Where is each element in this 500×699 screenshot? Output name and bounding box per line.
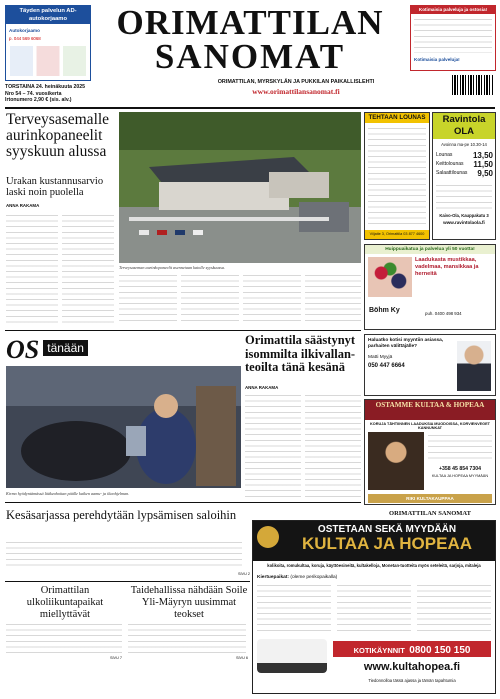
masthead-rule — [5, 107, 495, 109]
issue-price: Irtonumero 2,90 € (sis. alv.) — [5, 97, 72, 104]
bottom-story2-page[interactable]: SIVU 7 — [109, 656, 122, 660]
masthead-tagline: ORIMATTILAN, MYRSKYLÄN JA PUKKILAN PAIKALLISLEHTI — [217, 79, 375, 85]
gold-ad[interactable] — [364, 399, 496, 505]
banner-schedule-col2 — [337, 583, 411, 635]
lead-photo — [119, 112, 361, 263]
top-left-ad-brand: Autokorjaamo — [9, 28, 40, 33]
story2-byline: ANNA RAKAMA — [245, 385, 279, 390]
ravintola-title: Ravintola OLA — [433, 113, 495, 139]
lunch-ad-title: TEHTAAN LOUNAS — [365, 113, 429, 123]
banner-note: Tiedonnolloa tässä ajassa ja tämän tapahtumia — [368, 678, 456, 683]
masthead-title-line1: ORIMATTILAN — [116, 3, 384, 42]
os-photo-graphic — [6, 366, 241, 488]
top-right-ad[interactable] — [410, 5, 496, 71]
os-photo-caption: Kirmo hyödyntämässä lääkeahoitan päälle kaiken aamu- ja iltaohjelman. — [6, 491, 130, 496]
story2-col1 — [245, 393, 301, 497]
lead-photo-graphic — [119, 112, 361, 263]
bottom-rule — [5, 581, 250, 582]
lunch-ad-menu — [368, 126, 426, 226]
estate-avatar — [457, 341, 491, 391]
masthead-title-line2: SANOMAT — [154, 37, 346, 76]
banner-title2: KULTAA JA HOPEAA — [302, 534, 472, 553]
banner-phone-label: KOTIKÄYNNIT — [353, 646, 405, 655]
gold-ad-title: OSTAMME KULTAA & HOPEAA — [365, 400, 495, 420]
lead-body-col5 — [243, 273, 301, 325]
banner-van — [257, 639, 327, 673]
gold-ad-cta: KULTAA JA HOPEAA MYYMÄÄN — [431, 474, 489, 478]
lead-body-col1 — [6, 213, 58, 325]
gold-ad-sub: KORUJA TÄHTIINNEN LAADUKSIA MUODOISSA, KORVIENVEGET KANNUNKAT — [370, 422, 490, 430]
top-right-ad-tagline: Kotimaisia palveluja! — [414, 57, 460, 62]
banner-tour-sub: (oleme perikopaikalla) — [290, 575, 338, 580]
bohm-name: Böhm Ky — [369, 307, 400, 314]
estate-name: Matti Myyjä — [368, 355, 393, 360]
ravintola-row: Lounas 13,50 — [436, 151, 493, 160]
estate-phone: 050 447 6664 — [368, 363, 405, 369]
masthead-title — [96, 3, 404, 76]
bottom-story3-text — [128, 622, 246, 654]
banner-phone[interactable] — [333, 641, 491, 657]
bottom-story2-headline: Orimattilan ulkoliikuntapaikat miellyttävät — [26, 585, 104, 620]
ravintola-body — [436, 183, 492, 209]
top-left-ad-logos — [10, 46, 86, 76]
story2-headline: Orimattila säästynyt isommilta ilkivallan-teoilta tänä kesänä — [245, 333, 356, 374]
os-photo — [6, 366, 241, 488]
ravintola-prices — [436, 151, 493, 178]
bottom-story2-text — [6, 622, 122, 654]
ravintola-row: Keittolounas 11,50 — [436, 160, 493, 169]
banner-schedule-col3 — [417, 583, 491, 635]
os-logo-suffix: tänään — [43, 340, 88, 356]
lead-photo-caption: Terveysaseman aurinkopaneelit asennetaan katolle syyskuussa. — [119, 265, 226, 270]
bottom-story3-page[interactable]: SIVU 6 — [235, 656, 248, 660]
story2-col2 — [305, 393, 361, 497]
berries-text: Laadukasta mustikkaa, vadelmaa, mansikkaa ja herneitä — [415, 257, 479, 277]
banner-logo-icon — [257, 526, 279, 548]
os-logo: OS — [6, 335, 40, 364]
lead-subhead: Urakan kustannusarvio laski noin puolella — [6, 176, 104, 198]
lead-body-col4 — [181, 273, 239, 325]
lead-body-col6 — [305, 273, 361, 325]
brand-mini: ORIMATTILAN SANOMAT — [389, 510, 471, 517]
section-rule-2 — [5, 502, 361, 503]
bottom-story1-page[interactable]: SIVU 2 — [237, 572, 250, 576]
banner-schedule-col1 — [257, 583, 331, 635]
gold-ad-photo — [368, 432, 424, 490]
banner-sub: kolikoita, romukultaa, koruja, käyttöesineitä, kultakelloja, Monetan-tuotteita myös seteleitä, sarjoja, mitaleja — [267, 563, 481, 568]
masthead-url[interactable]: www.orimattilansanomat.fi — [252, 87, 340, 96]
section-rule-1 — [5, 330, 361, 331]
banner-url[interactable]: www.kultahopea.fi — [363, 661, 461, 673]
banner-tour-title: Kiertuepaikat: — [257, 575, 289, 580]
lead-byline: ANNA RAKAMA — [6, 203, 40, 208]
lunch-ad[interactable] — [364, 112, 430, 240]
top-left-ad-phone: p. 044 569 6068 — [9, 36, 41, 41]
top-right-ad-body — [414, 17, 492, 53]
os-tanaan-header — [6, 337, 241, 363]
banner-title1: OSTETAAN SEKÄ MYYDÄÄN — [317, 524, 457, 535]
gold-ad-button[interactable]: RIKI KULTAKAUPPAA — [368, 494, 492, 503]
barcode — [452, 75, 494, 95]
berries-photo — [368, 257, 412, 297]
harvest-ad-title: Huippuaikatua ja palvelua yli 50 vuotta! — [365, 245, 495, 254]
ravintola-url[interactable]: www.ravintolaola.fi — [443, 220, 485, 225]
gold-ad-phone: +358 45 854 7304 — [439, 466, 481, 472]
banner-tour — [257, 575, 491, 580]
gold-ad-list — [428, 433, 492, 463]
lead-body-col3 — [119, 273, 177, 325]
gold-banner-ad[interactable] — [252, 520, 496, 694]
bohm-phone: puh. 0400 498 934 — [425, 311, 462, 316]
lead-body-col2 — [62, 213, 114, 325]
estate-ad[interactable] — [364, 334, 496, 396]
bottom-story3-headline: Taidehallissa nähdään Soile Yli-Mäyryn uusimmat teokset — [130, 585, 248, 620]
estate-title: Haluatko kotisi myyntiin asiassa, parhaiten välittäjälle? — [368, 338, 444, 349]
top-left-ad-title: Täyden palvelun AD-autokorjaamo — [6, 6, 90, 24]
lead-headline: Terveysasemalle aurinkopaneelit syyskuun alussa — [6, 111, 110, 160]
lunch-ad-footer: Viljatie 3, Orimattila 03 877 4600 — [365, 230, 429, 239]
issue-number: Nro 54 – 74. vuosikerta — [5, 90, 62, 97]
ravintola-ad[interactable] — [432, 112, 496, 240]
issue-info — [5, 84, 125, 104]
top-right-ad-title: Kotimaisia palveluja ja ostosia! — [411, 6, 495, 14]
harvest-ad[interactable] — [364, 244, 496, 330]
top-left-ad[interactable] — [5, 5, 91, 81]
ravintola-address: Kaivo-Ola, Kauppakatu 3 — [439, 213, 489, 218]
banner-phone-number: 0800 150 150 — [409, 645, 471, 656]
ravintola-row: Salaattilounas 9,50 — [436, 169, 493, 178]
bottom-story1-headline: Kesäsarjassa perehdytään lypsämisen saloihin — [6, 508, 237, 522]
ravintola-hours: Avoinna ma-pe 10.30-14 — [441, 142, 487, 147]
issue-date: TORSTAINA 24. heinäkuuta 2025 — [5, 84, 86, 90]
bottom-story1-text — [6, 540, 242, 570]
